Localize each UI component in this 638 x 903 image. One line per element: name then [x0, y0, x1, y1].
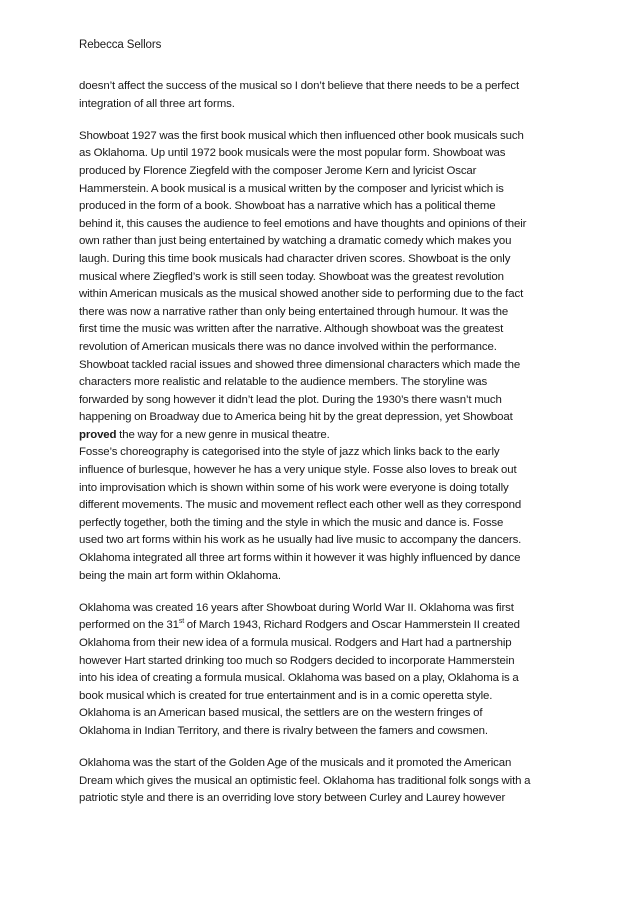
text-line: produced in the form of a book. Showboat has a narrative which has a political theme	[79, 200, 496, 213]
text-line: influence of burlesque, however he has a very unique style. Fosse also loves to break out	[79, 464, 517, 477]
text-line: being the main art form within Oklahoma.	[79, 569, 281, 582]
text-line: different movements. The music and movement reflect each other well as they correspond	[79, 499, 522, 512]
text-line: there was now a narrative rather than only being entertained through humour. It was the	[79, 305, 509, 318]
line-start: performed on the 31	[79, 619, 179, 632]
text-line: behind it, this causes the audience to feel emotions and have thoughts and opinions of their	[79, 217, 527, 230]
line-rest: the way for a new genre in musical theatre.	[116, 428, 330, 441]
text-line: Oklahoma integrated all three art forms within it however it was highly influenced by dance	[79, 552, 521, 565]
document-body	[79, 78, 563, 823]
bold-word: proved	[79, 428, 117, 441]
text-line: characters more realistic and relatable to the audience members. The storyline was	[79, 376, 488, 389]
text-line: however Hart started drinking too much so Rodgers decided to incorporate Hammerstein	[79, 654, 515, 667]
text-line: book musical which is created for true entertainment and is in a comic operetta style.	[79, 689, 493, 702]
text-line: Oklahoma was created 16 years after Showboat during World War II. Oklahoma was first	[79, 601, 514, 614]
text-line: Showboat 1927 was the first book musical which then influenced other book musicals such	[79, 129, 524, 142]
text-line: musical where Ziegfled’s work is still seen today. Showboat was the greatest revolution	[79, 270, 504, 283]
text-line: revolution of American musicals there was no dance involved within the performance.	[79, 340, 497, 353]
line-end: of March 1943, Richard Rodgers and Oscar Hammerstein II created	[184, 619, 520, 632]
text-line: into improvisation which is shown within some of his work were everyone is doing totally	[79, 481, 509, 494]
text-line: used two art forms within his work as he usually had live music to accompany the dancers.	[79, 534, 522, 547]
ordinal-superscript: st	[178, 618, 185, 626]
text-line: perfectly together, both the timing and the style in which the music and dance is. Fosse	[79, 516, 504, 529]
text-line: own rather than just being entertained by watching a dramatic comedy which makes you	[79, 235, 512, 248]
text-line: patriotic style and there is an overriding love story between Curley and Laurey however	[79, 792, 506, 805]
text-line: Oklahoma in Indian Territory, and there is rivalry between the famers and cowsmen.	[79, 724, 488, 737]
text-line	[79, 617, 563, 635]
text-line: Dream which gives the musical an optimistic feel. Oklahoma has traditional folk songs with a	[79, 774, 531, 787]
text-line: forwarded by song however it didn’t lead the plot. During the 1930’s there wasn’t much	[79, 393, 502, 406]
text-line: into his idea of creating a formula musical. Oklahoma was based on a play, Oklahoma is a	[79, 672, 519, 685]
text-line: Fosse’s choreography is categorised into the style of jazz which links back to the early	[79, 446, 500, 459]
text-line: as Oklahoma. Up until 1972 book musicals were the most popular form. Showboat was	[79, 147, 506, 160]
paragraph	[79, 755, 563, 808]
text-line: Hammerstein. A book musical is a musical written by the composer and lyricist which is	[79, 182, 504, 195]
text-line: Oklahoma is an American based musical, the settlers are on the western fringes of	[79, 707, 483, 720]
text-line: Showboat tackled racial issues and showed three dimensional characters which made the	[79, 358, 521, 371]
text-line: laugh. During this time book musicals had character driven scores. Showboat is the only	[79, 252, 511, 265]
text-line: doesn’t affect the success of the musical so I don’t believe that there needs to be a perfect	[79, 80, 520, 92]
text-line: first time the music was written after the narrative. Although showboat was the greatest	[79, 323, 504, 336]
text-line: Oklahoma from their new idea of a formula musical. Rodgers and Hart had a partnership	[79, 637, 512, 649]
text-line: within American musicals as the musical showed another side to performing due to the fact	[79, 288, 524, 301]
text-line	[79, 427, 563, 445]
paragraph	[79, 128, 563, 585]
text-line: integration of all three art forms.	[79, 97, 235, 110]
text-line: Oklahoma was the start of the Golden Age of the musicals and it promoted the American	[79, 757, 512, 770]
text-line: produced by Florence Ziegfeld with the composer Jerome Kern and lyricist Oscar	[79, 164, 477, 177]
paragraph	[79, 78, 563, 113]
text-line: happening on Broadway due to America being hit by the great depression, yet Showboat	[79, 411, 513, 424]
page-header-author: Rebecca Sellors	[79, 39, 162, 51]
paragraph	[79, 600, 563, 741]
